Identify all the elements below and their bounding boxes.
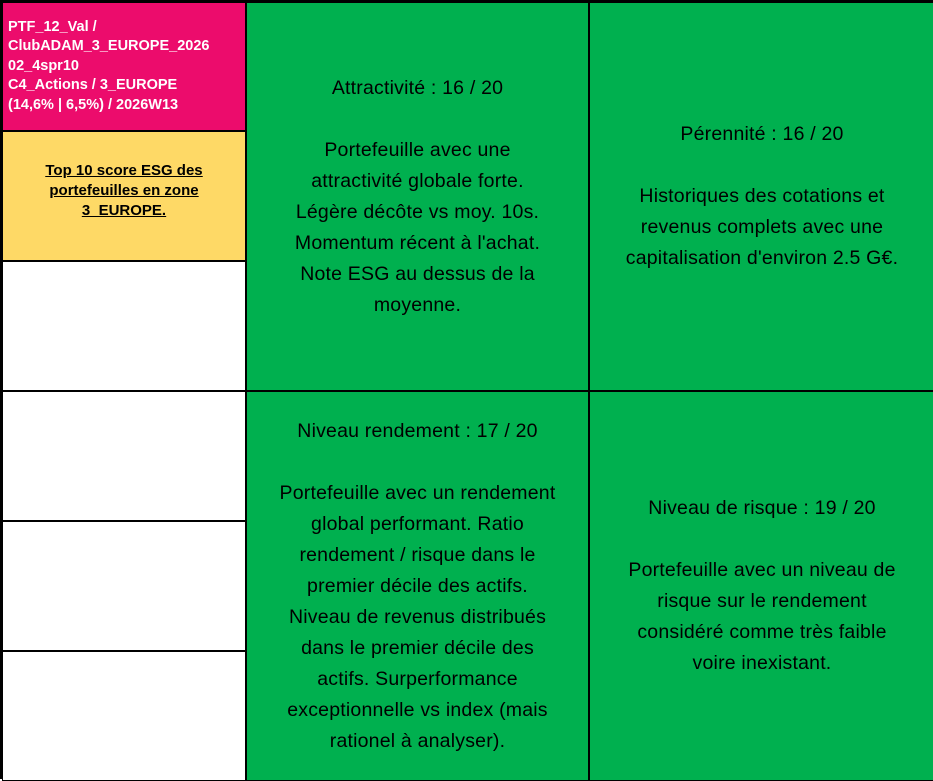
- header-line: ClubADAM_3_EUROPE_2026: [8, 38, 210, 55]
- desc-line: Note ESG au dessus de la: [300, 262, 535, 285]
- risque-title: Niveau de risque : 19 / 20: [648, 497, 876, 519]
- desc-line: Portefeuille avec une: [324, 138, 511, 161]
- desc-line: rationel à analyser).: [329, 729, 506, 752]
- empty-cell: [2, 521, 246, 651]
- header-line: PTF_12_Val /: [8, 18, 97, 35]
- desc-line: revenus complets avec une: [640, 216, 884, 238]
- portfolio-header: [2, 2, 246, 131]
- desc-line: dans le premier décile des: [301, 636, 534, 659]
- desc-line: attractivité globale forte.: [311, 169, 524, 192]
- top10-esg-cell: [2, 131, 246, 261]
- desc-line: moyenne.: [373, 293, 462, 316]
- desc-line: considéré comme très faible: [637, 621, 887, 643]
- desc-line: global performant. Ratio: [311, 512, 524, 535]
- attractivite-card: [246, 2, 589, 391]
- header-line: (14,6% | 6,5%) / 2026W13: [8, 96, 179, 113]
- perennite-description: [626, 181, 898, 274]
- desc-line: Portefeuille avec un niveau de: [628, 559, 896, 581]
- desc-line: Portefeuille avec un rendement: [279, 481, 556, 504]
- header-line: C4_Actions / 3_EUROPE: [8, 77, 178, 94]
- desc-line: Historiques des cotations et: [639, 185, 885, 207]
- attractivite-title: Attractivité : 16 / 20: [331, 76, 504, 99]
- risque-card: [589, 391, 933, 781]
- risque-description: [628, 555, 895, 679]
- desc-line: Légère décôte vs moy. 10s.: [295, 200, 540, 223]
- desc-line: exceptionnelle vs index (mais: [287, 698, 548, 721]
- link-line: portefeuilles en zone: [49, 182, 199, 199]
- empty-cell: [2, 651, 246, 781]
- perennite-card: [589, 2, 933, 391]
- header-line: 02_4spr10: [8, 57, 79, 74]
- attractivite-description: [295, 135, 540, 321]
- perennite-title: Pérennité : 16 / 20: [680, 123, 844, 145]
- desc-line: actifs. Surperformance: [317, 667, 518, 690]
- desc-line: capitalisation d'environ 2.5 G€.: [625, 247, 899, 269]
- desc-line: voire inexistant.: [692, 652, 832, 674]
- desc-line: Niveau de revenus distribués: [288, 605, 547, 628]
- link-line: 3_EUROPE.: [81, 202, 167, 219]
- link-line: Top 10 score ESG des: [45, 162, 203, 179]
- desc-line: Momentum récent à l'achat.: [294, 231, 541, 254]
- rendement-description: [280, 478, 556, 757]
- rendement-card: [246, 391, 589, 781]
- desc-line: premier décile des actifs.: [307, 574, 528, 597]
- desc-line: rendement / risque dans le: [299, 543, 536, 566]
- rendement-title: Niveau rendement : 17 / 20: [297, 419, 538, 442]
- top10-esg-link[interactable]: [45, 161, 202, 221]
- empty-cell: [2, 261, 246, 391]
- desc-line: risque sur le rendement: [657, 590, 867, 612]
- empty-cell: [2, 391, 246, 521]
